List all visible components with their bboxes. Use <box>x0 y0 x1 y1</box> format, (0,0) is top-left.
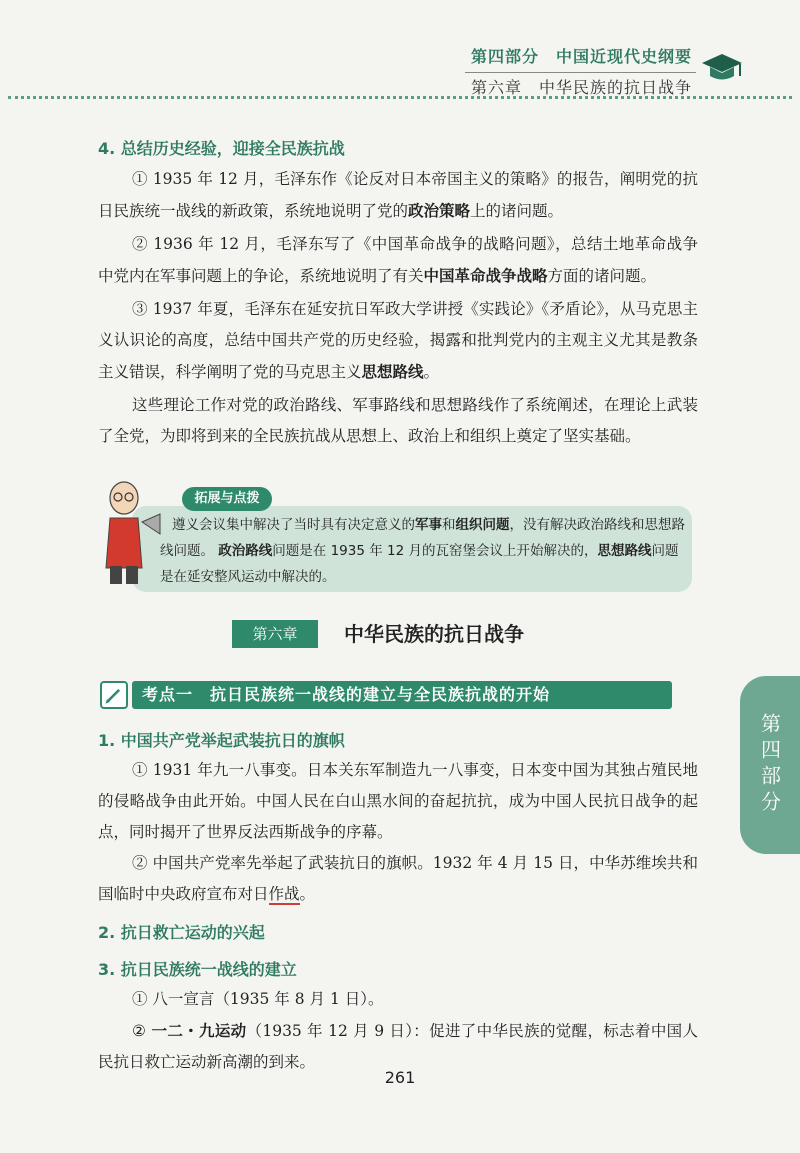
subsection-3-title: 3. 抗日民族统一战线的建立 <box>98 960 297 979</box>
header-chapter: 第六章 中华民族的抗日战争 <box>470 78 692 97</box>
chapter-title: 中华民族的抗日战争 <box>344 622 524 646</box>
paragraph: ③ 1937 年夏，毛泽东在延安抗日军政大学讲授《实践论》《矛盾论》，从马克思主义认识论的高度，总结中国共产党的历史经验，揭露和批判党内的主观主义尤其是教条主义错误，科学阐明了党的马克思主义思想路线。 <box>98 300 698 381</box>
section-4-body <box>98 164 698 452</box>
subsection-1-title: 1. 中国共产党举起武装抗日的旗帜 <box>98 731 345 750</box>
paragraph: ② 中国共产党率先举起了武装抗日的旗帜。1932 年 4 月 15 日，中华苏维埃共和国临时中央政府宣布对日作战。 <box>98 854 698 903</box>
subsection-2-title: 2. 抗日救亡运动的兴起 <box>98 923 265 942</box>
running-header <box>392 44 692 98</box>
paragraph: ① 八一宣言（1935 年 8 月 1 日）。 <box>132 990 384 1008</box>
paragraph: ① 1931 年九一八事变。日本关东军制造九一八事变，日本变中国为其独占殖民地的侵略战争由此开始。中国人民在白山黑水间的奋起抗抗，成为中国人民抗日战争的起点，同时揭开了世界反法西斯战争的序幕。 <box>98 761 698 841</box>
header-rule <box>465 72 696 73</box>
section-4 <box>98 136 698 159</box>
chapter-badge: 第六章 <box>232 620 318 648</box>
tip-tag: 拓展与点拨 <box>182 487 272 511</box>
keypoint-bar: 考点一 抗日民族统一战线的建立与全民族抗战的开始 <box>132 681 672 709</box>
header-dotted-divider <box>8 96 792 99</box>
paragraph: 这些理论工作对党的政治路线、军事路线和思想路线作了系统阐述，在理论上武装了全党，为即将到来的全民族抗战从思想上、政治上和组织上奠定了坚实基础。 <box>98 396 698 445</box>
graduation-cap-icon <box>700 50 744 86</box>
pencil-icon <box>100 681 128 709</box>
paragraph: ② 1936 年 12 月，毛泽东写了《中国革命战争的战略问题》，总结土地革命战争中党内在军事问题上的争论，系统地说明了有关中国革命战争战略方面的诸问题。 <box>98 235 698 285</box>
header-part: 第四部分 中国近现代史纲要 <box>470 47 692 66</box>
page-number: 261 <box>384 1068 416 1087</box>
paragraph: ② 一二・九运动（1935 年 12 月 9 日）：促进了中华民族的觉醒，标志着中国人民抗日救亡运动新高潮的到来。 <box>98 1021 698 1071</box>
section-4-title: 4. 总结历史经验，迎接全民族抗战 <box>98 139 345 158</box>
teacher-illustration-icon <box>96 478 166 588</box>
paragraph: ① 1935 年 12 月，毛泽东作《论反对日本帝国主义的策略》的报告，阐明党的抗日民族统一战线的新政策，系统地说明了党的政治策略上的诸问题。 <box>98 170 698 220</box>
side-tab-part-four: 第四部分 <box>740 676 800 854</box>
tip-text: 遵义会议集中解决了当时具有决定意义的军事和组织问题，没有解决政治路线和思想路线问题。 政治路线问题是在 1935 年 12 月的瓦窑堡会议上开始解决的，思想路线问题是在延安整风运动中解决的。 <box>160 517 685 585</box>
subsection-1 <box>98 728 698 1078</box>
